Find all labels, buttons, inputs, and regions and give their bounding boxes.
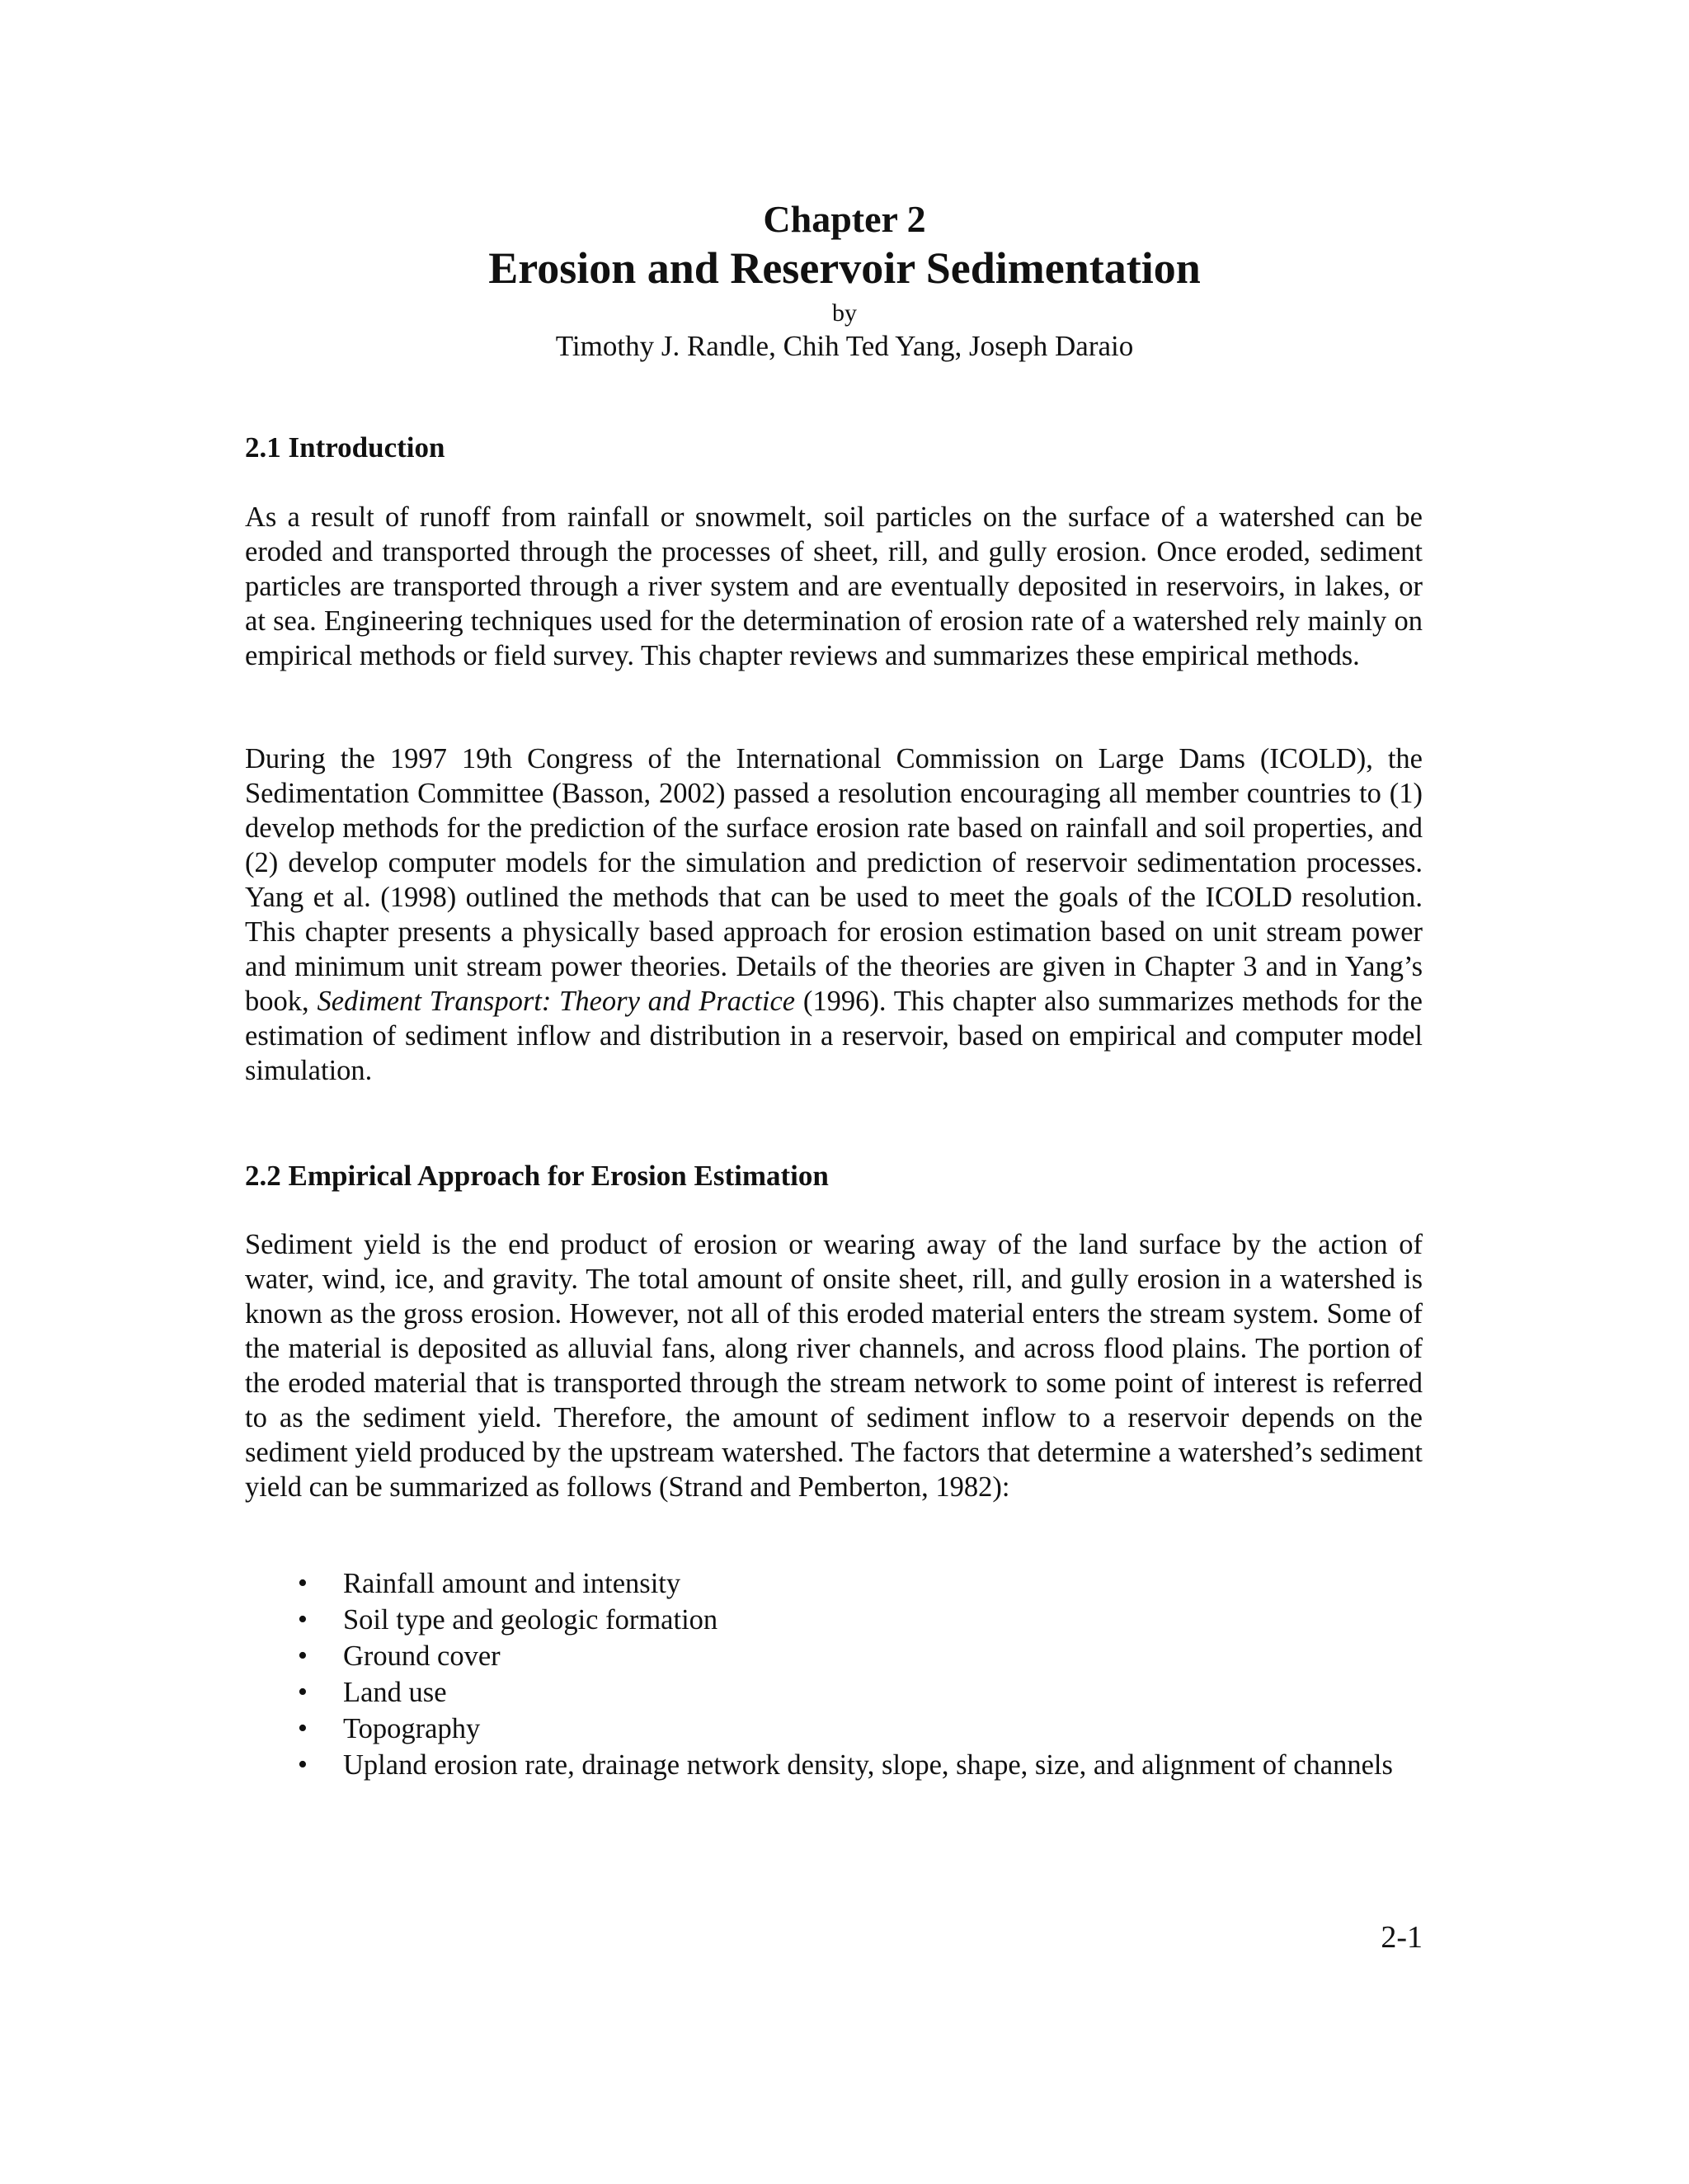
- bullet-icon: •: [298, 1749, 308, 1780]
- list-item: [245, 1674, 1423, 1711]
- list-item-text: Land use: [343, 1677, 447, 1708]
- list-item-text: Upland erosion rate, drainage network density, slope, shape, size, and alignment of channels: [343, 1749, 1393, 1781]
- list-item: [245, 1638, 1423, 1674]
- empirical-approach-paragraph-1: Sediment yield is the end product of erosion or wearing away of the land surface by the action of water, wind, ice, and gravity. The total amount of onsite sheet, rill, and gully erosion in a watershed is known as the gross erosion. However, not all of this eroded material enters the stream system. Some of the material is deposited as alluvial fans, along river channels, and across flood plains. The portion of the eroded material that is transported through the stream network to some point of interest is referred to as the sediment yield. Therefore, the amount of sediment inflow to a reservoir depends on the sediment yield produced by the upstream watershed. The factors that determine a watershed’s sediment yield can be summarized as follows (Strand and Pemberton, 1982):: [245, 1229, 1423, 1503]
- section-heading-introduction: 2.1 Introduction: [245, 431, 445, 464]
- chapter-title: Erosion and Reservoir Sedimentation: [488, 243, 1201, 293]
- byline: by: [832, 299, 857, 327]
- bullet-icon: •: [298, 1640, 308, 1671]
- book-title: Sediment Transport: Theory and Practice: [317, 986, 796, 1017]
- list-item-text: Soil type and geologic formation: [343, 1604, 718, 1636]
- bullet-icon: •: [298, 1568, 308, 1598]
- page-number: 2-1: [1381, 1920, 1423, 1955]
- bullet-icon: •: [298, 1677, 308, 1707]
- list-item: [245, 1565, 1423, 1602]
- bullet-icon: •: [298, 1604, 308, 1635]
- list-item: [245, 1602, 1423, 1638]
- list-item-text: Topography: [343, 1713, 481, 1744]
- authors: Timothy J. Randle, Chih Ted Yang, Joseph Daraio: [555, 330, 1134, 362]
- section-heading-empirical-approach: 2.2 Empirical Approach for Erosion Estimation: [245, 1160, 829, 1192]
- introduction-paragraph-2: [245, 741, 1423, 1088]
- sediment-yield-factors-list: [245, 1565, 1423, 1783]
- list-item-text: Rainfall amount and intensity: [343, 1568, 681, 1599]
- paragraph-text: (1996). This chapter also summarizes methods for the estimation of sediment inflow and distribution in a reservoir, based on empirical and computer model simulation.: [245, 986, 1423, 1086]
- chapter-label: Chapter 2: [763, 198, 926, 240]
- bullet-icon: •: [298, 1713, 308, 1744]
- paragraph-text: During the 1997 19th Congress of the International Commission on Large Dams (ICOLD), the Sedimentation Committee (Basson, 2002) passed a resolution encouraging all member countries to (1) develop methods for the prediction of the surface erosion rate based on rainfall and soil properties, and (2) develop computer models for the simulation and prediction of reservoir sedimentation processes. Yang et al. (1998) outlined the methods that can be used to meet the goals of the ICOLD resolution. This chapter presents a physically based approach for erosion estimation based on unit stream power and minimum unit stream power theories. Details of the theories are given in Chapter 3 and in Yang’s book,: [245, 743, 1423, 1017]
- introduction-paragraph-1: As a result of runoff from rainfall or snowmelt, soil particles on the surface of a watershed can be eroded and transported through the processes of sheet, rill, and gully erosion. Once eroded, sediment particles are transported through a river system and are eventually deposited in reservoirs, in lakes, or at sea. Engineering techniques used for the determination of erosion rate of a watershed rely mainly on empirical methods or field survey. This chapter reviews and summarizes these empirical methods.: [245, 501, 1423, 671]
- list-item: [245, 1711, 1423, 1747]
- list-item: [245, 1747, 1423, 1783]
- list-item-text: Ground cover: [343, 1640, 501, 1672]
